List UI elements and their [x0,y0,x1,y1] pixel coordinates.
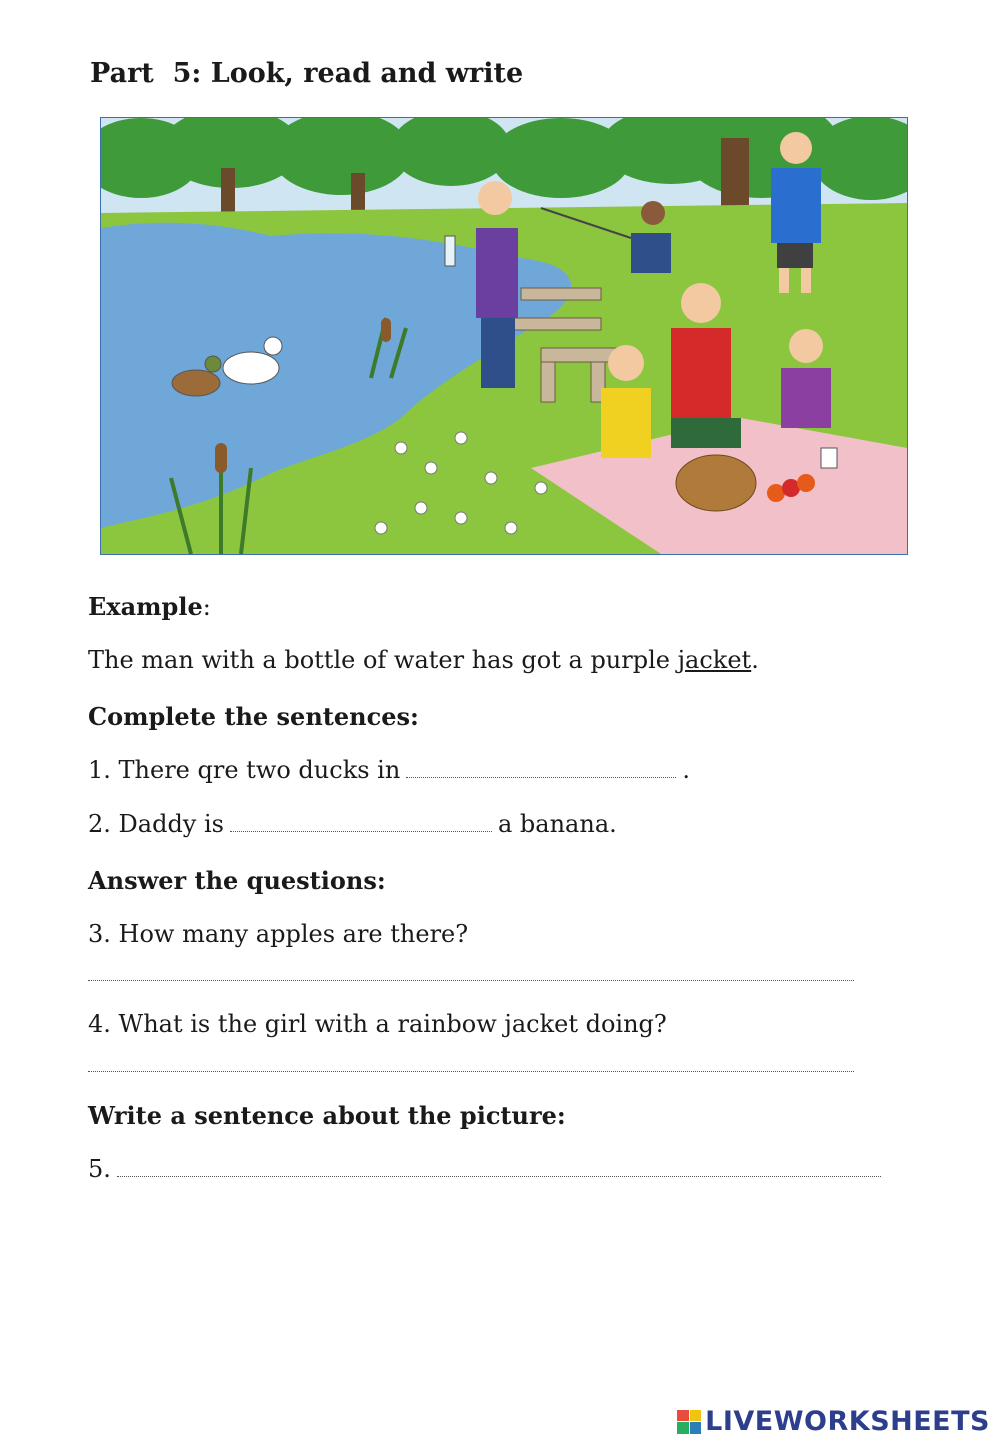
question-4: 4. What is the girl with a rainbow jacket doing? [88,1010,667,1038]
question-1 [88,756,690,784]
question-1-end: . [682,756,690,784]
park-scene-illustration [100,117,908,555]
write-heading: Write a sentence about the picture: [88,1101,566,1130]
question-4-answer-blank[interactable] [88,1071,854,1072]
question-2-end: a banana. [497,810,617,838]
question-3-answer-blank[interactable] [88,980,854,981]
question-2-answer-blank[interactable] [230,830,492,832]
example-colon: : [202,593,211,621]
answer-heading: Answer the questions: [88,866,386,895]
example-label: Example [88,592,203,621]
question-5 [88,1155,887,1183]
question-1-text: 1. There qre two ducks in [88,756,401,784]
question-1-answer-blank[interactable] [406,776,676,778]
example-sentence-end: . [751,646,759,674]
watermark-text: LIVEWORKSHEETS [705,1406,990,1437]
question-2 [88,810,617,838]
liveworksheets-watermark [677,1406,990,1437]
liveworksheets-logo-icon [677,1410,701,1434]
question-5-number: 5. [88,1155,111,1183]
complete-heading: Complete the sentences: [88,702,419,731]
question-5-answer-blank[interactable] [117,1175,881,1177]
example-sentence-text: The man with a bottle of water has got a purple [88,646,678,674]
example-line [88,592,211,621]
question-3: 3. How many apples are there? [88,920,469,948]
page-title: Part 5: Look, read and write [90,58,524,89]
question-2-text: 2. Daddy is [88,810,224,838]
example-sentence [88,646,759,674]
example-answer: jacket [677,646,752,674]
